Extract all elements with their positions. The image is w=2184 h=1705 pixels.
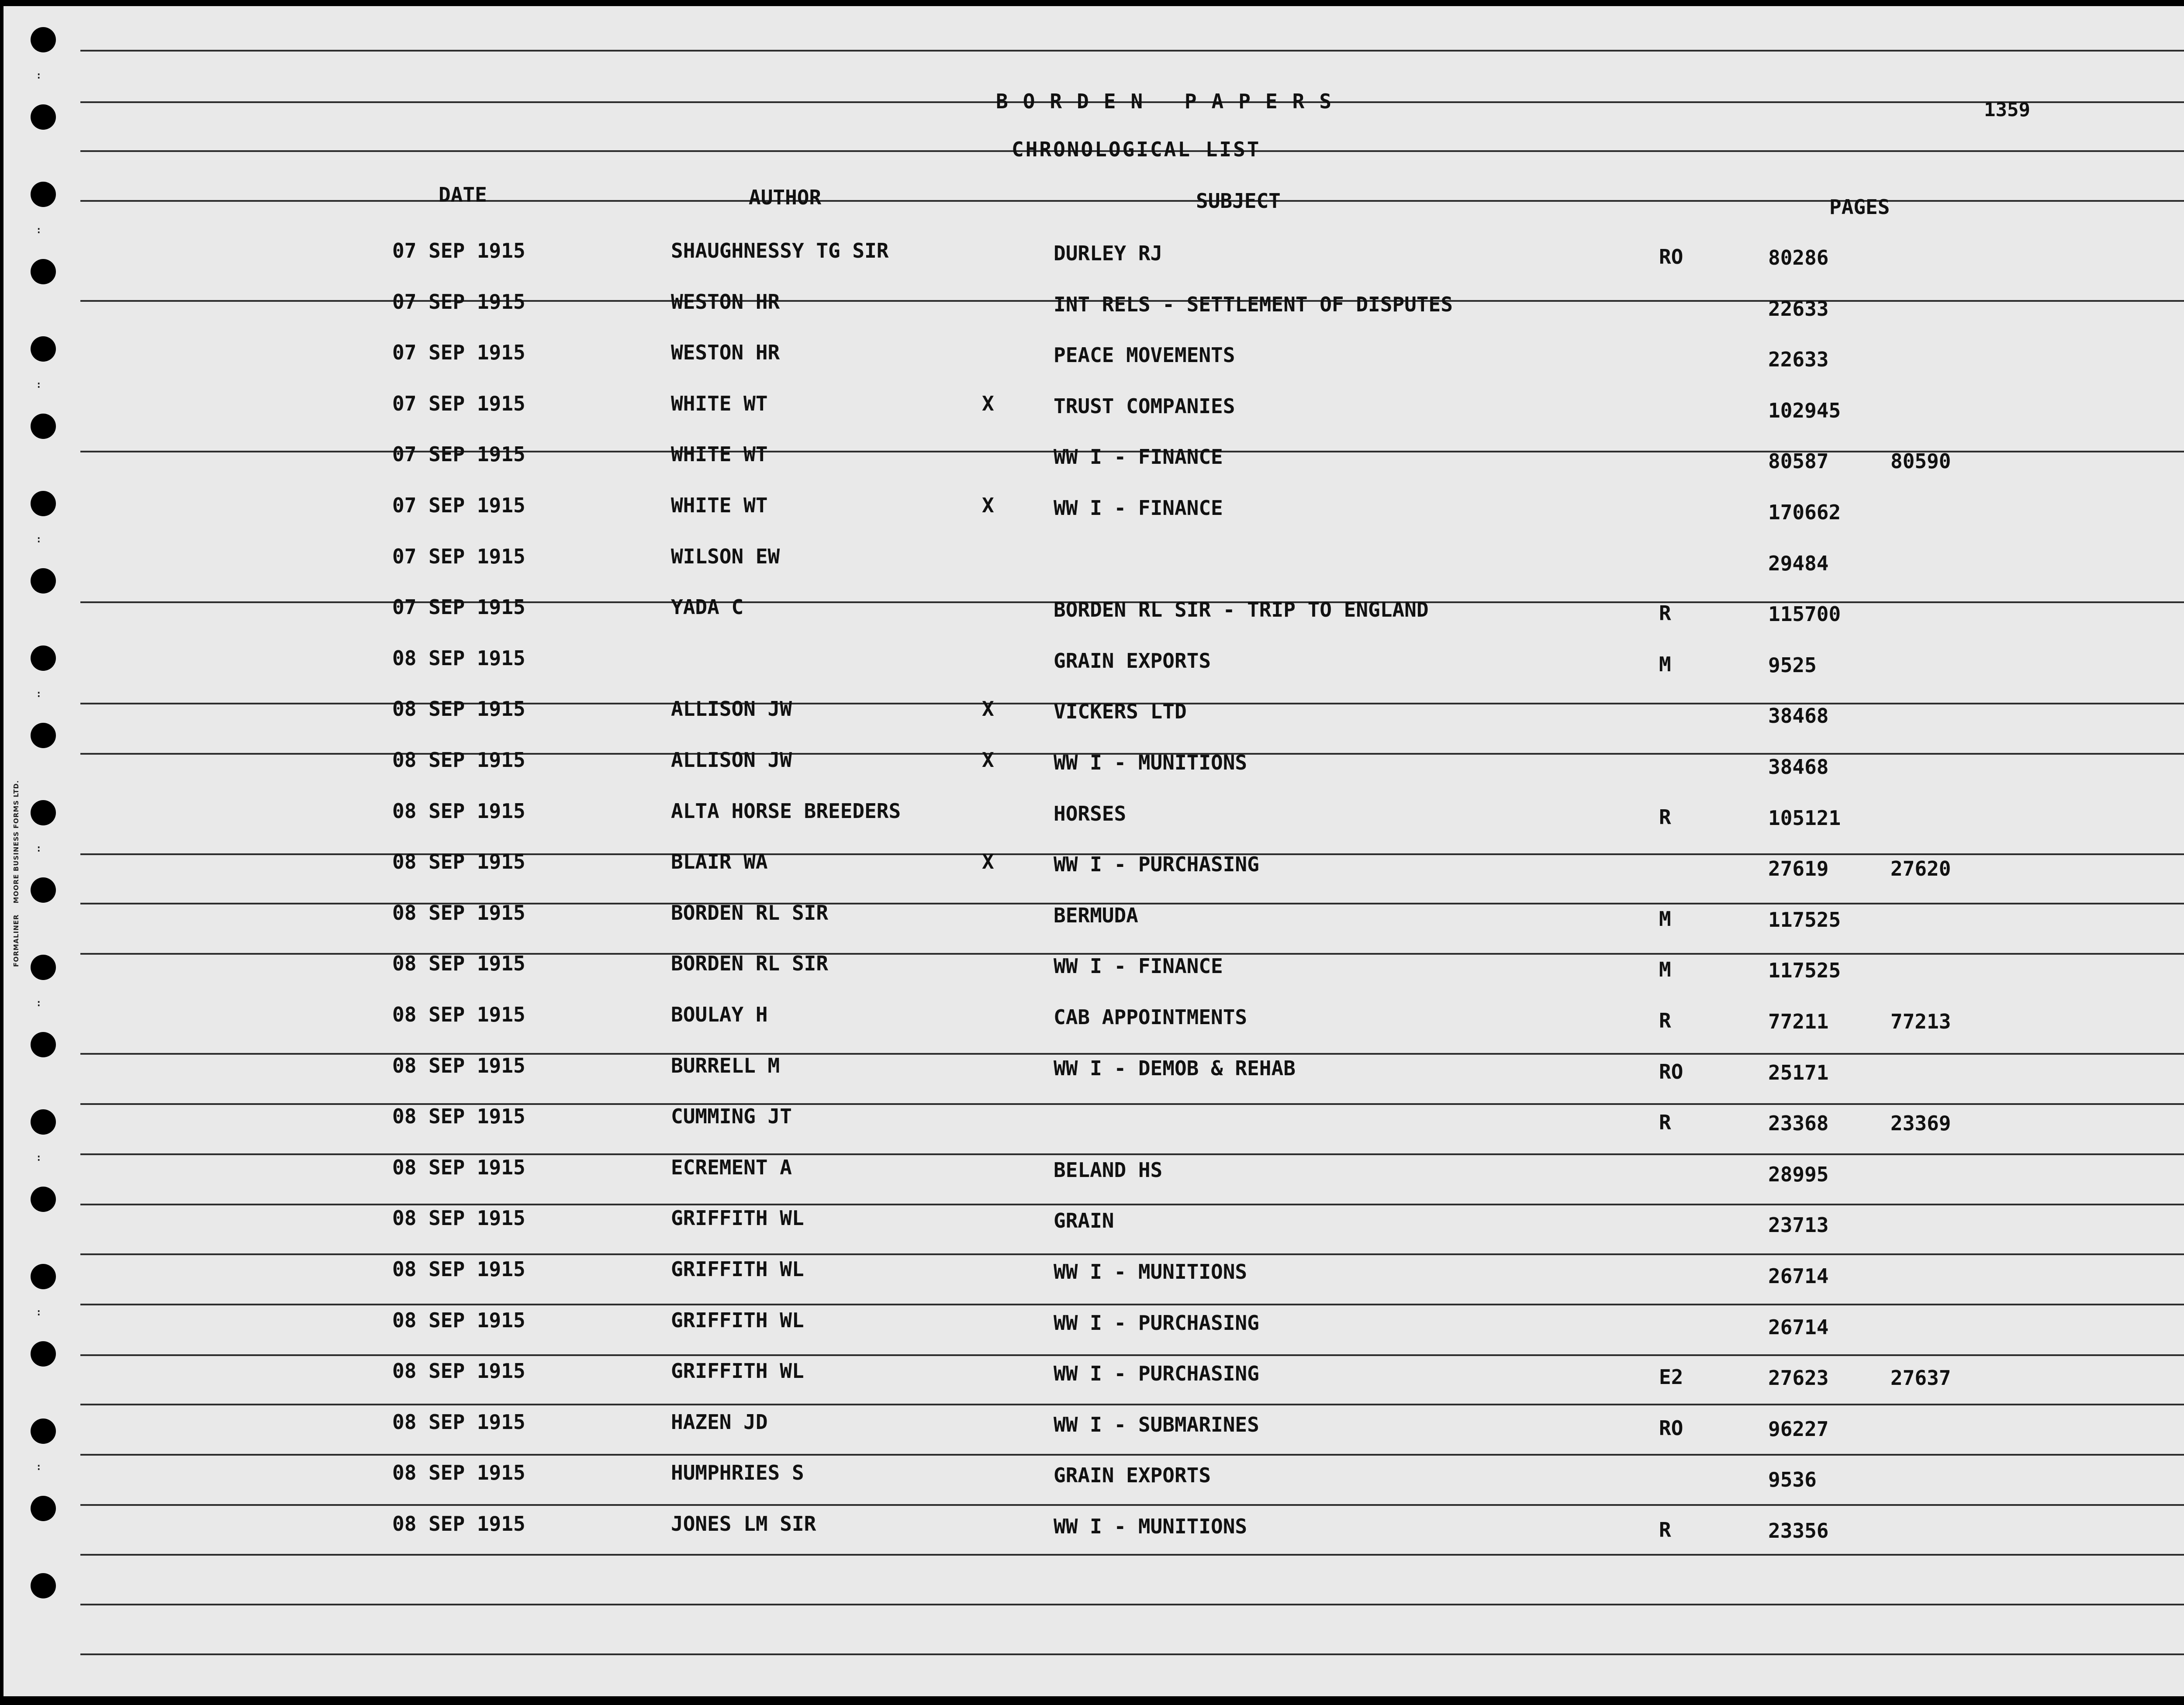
row-page-1: 80587 <box>1768 449 1829 473</box>
row-page-1: 28995 <box>1768 1162 1829 1186</box>
row-page-1: 27623 <box>1768 1366 1829 1390</box>
row-author: GRIFFITH WL <box>671 1257 804 1281</box>
page-subtitle: CHRONOLOGICAL LIST <box>1012 138 1261 161</box>
row-date: 08 SEP 1915 <box>392 1206 525 1230</box>
ruled-line <box>80 1253 2184 1255</box>
row-subject: VICKERS LTD <box>1054 700 1187 724</box>
row-code: R <box>1659 1009 1671 1032</box>
row-date: 07 SEP 1915 <box>392 290 525 314</box>
row-subject: WW I - DEMOB & REHAB <box>1054 1056 1296 1080</box>
row-code: R <box>1659 1111 1671 1135</box>
feed-hole <box>31 645 56 671</box>
row-subject: WW I - MUNITIONS <box>1054 1515 1248 1538</box>
row-author: CUMMING JT <box>671 1104 792 1129</box>
row-date: 08 SEP 1915 <box>392 1308 525 1332</box>
row-date: 08 SEP 1915 <box>392 1359 525 1383</box>
row-date: 07 SEP 1915 <box>392 544 525 568</box>
ruled-line <box>80 1204 2184 1205</box>
margin-imprint: FORMALINER MOORE BUSINESS FORMS LTD. <box>12 780 20 967</box>
feed-hole <box>31 1419 56 1444</box>
column-header-date: DATE <box>439 183 487 207</box>
row-author: BLAIR WA <box>671 850 768 874</box>
row-page-1: 22633 <box>1768 348 1829 372</box>
row-date: 08 SEP 1915 <box>392 1104 525 1129</box>
row-author: ALLISON JW <box>671 697 792 721</box>
perforation-mark: ∶ <box>36 71 42 82</box>
feed-hole <box>31 1496 56 1521</box>
row-subject: GRAIN <box>1054 1209 1114 1233</box>
row-author: GRIFFITH WL <box>671 1359 804 1383</box>
row-code: M <box>1659 652 1671 676</box>
row-flag: X <box>982 697 994 721</box>
feed-hole <box>31 259 56 284</box>
feed-hole <box>31 104 56 130</box>
row-subject: WW I - FINANCE <box>1054 445 1223 469</box>
row-author: ALTA HORSE BREEDERS <box>671 799 901 823</box>
column-header-author: AUTHOR <box>749 186 822 209</box>
row-author: WESTON HR <box>671 290 780 314</box>
row-subject: GRAIN EXPORTS <box>1054 649 1211 673</box>
perforation-mark: ∶ <box>36 380 42 391</box>
feed-hole <box>31 414 56 439</box>
feed-hole <box>31 1187 56 1212</box>
row-page-1: 117525 <box>1768 959 1841 983</box>
row-subject: WW I - MUNITIONS <box>1054 1260 1248 1284</box>
row-subject: GRAIN EXPORTS <box>1054 1463 1211 1488</box>
perforation-mark: ∶ <box>36 1153 42 1164</box>
row-code: M <box>1659 907 1671 931</box>
row-page-1: 80286 <box>1768 246 1829 269</box>
page-title: BORDEN PAPERS <box>996 90 1347 113</box>
row-page-1: 23713 <box>1768 1213 1829 1237</box>
ruled-line <box>80 1304 2184 1305</box>
perforation-mark: ∶ <box>36 998 42 1009</box>
row-date: 08 SEP 1915 <box>392 850 525 874</box>
perforation-mark: ∶ <box>36 1462 42 1473</box>
row-page-1: 23368 <box>1768 1111 1829 1136</box>
continuous-form-sheet <box>3 6 2184 1696</box>
row-page-1: 170662 <box>1768 500 1841 524</box>
ruled-line <box>80 1604 2184 1605</box>
row-subject: TRUST COMPANIES <box>1054 394 1235 418</box>
ruled-line <box>80 1554 2184 1556</box>
row-date: 08 SEP 1915 <box>392 901 525 925</box>
row-code: M <box>1659 958 1671 982</box>
row-date: 08 SEP 1915 <box>392 1512 525 1536</box>
feed-hole <box>31 800 56 825</box>
feed-hole <box>31 1341 56 1367</box>
row-page-1: 26714 <box>1768 1315 1829 1339</box>
row-page-1: 105121 <box>1768 806 1841 830</box>
row-subject: WW I - FINANCE <box>1054 954 1223 978</box>
row-page-1: 26714 <box>1768 1264 1829 1288</box>
row-author: WILSON EW <box>671 544 780 568</box>
row-subject: INT RELS - SETTLEMENT OF DISPUTES <box>1054 292 1453 316</box>
row-author: WESTON HR <box>671 341 780 365</box>
row-author: HAZEN JD <box>671 1410 768 1434</box>
row-date: 08 SEP 1915 <box>392 1257 525 1281</box>
row-code: RO <box>1659 1416 1683 1440</box>
row-date: 08 SEP 1915 <box>392 1410 525 1434</box>
row-date: 08 SEP 1915 <box>392 1053 525 1077</box>
row-author: ECREMENT A <box>671 1155 792 1179</box>
row-date: 08 SEP 1915 <box>392 748 525 772</box>
row-subject: BORDEN RL SIR - TRIP TO ENGLAND <box>1054 598 1429 622</box>
row-flag: X <box>982 748 994 772</box>
row-author: GRIFFITH WL <box>671 1206 804 1230</box>
row-author: BURRELL M <box>671 1053 780 1077</box>
row-page-1: 9536 <box>1768 1468 1817 1492</box>
row-date: 07 SEP 1915 <box>392 442 525 466</box>
row-subject: WW I - PURCHASING <box>1054 1311 1259 1335</box>
row-subject: DURLEY RJ <box>1054 242 1163 265</box>
row-page-1: 117525 <box>1768 908 1841 932</box>
feed-hole <box>31 1264 56 1289</box>
row-date: 07 SEP 1915 <box>392 239 525 262</box>
row-subject: WW I - MUNITIONS <box>1054 751 1248 774</box>
page-number: 1359 <box>1984 99 2030 121</box>
ruled-line <box>80 1454 2184 1456</box>
row-subject: CAB APPOINTMENTS <box>1054 1005 1248 1029</box>
row-code: RO <box>1659 1060 1683 1084</box>
column-header-subject: SUBJECT <box>1196 189 1281 213</box>
row-code: E2 <box>1659 1365 1683 1389</box>
feed-hole <box>31 877 56 903</box>
row-page-1: 23356 <box>1768 1519 1829 1543</box>
feed-hole <box>31 568 56 594</box>
row-page-2: 27637 <box>1890 1366 1951 1390</box>
row-author: GRIFFITH WL <box>671 1308 804 1332</box>
row-subject: BELAND HS <box>1054 1158 1163 1182</box>
row-date: 07 SEP 1915 <box>392 494 525 517</box>
feed-hole <box>31 1032 56 1057</box>
feed-hole <box>31 1109 56 1135</box>
row-page-2: 23369 <box>1890 1111 1951 1136</box>
row-page-1: 102945 <box>1768 398 1841 422</box>
row-flag: X <box>982 850 994 874</box>
row-date: 07 SEP 1915 <box>392 391 525 415</box>
feed-hole <box>31 491 56 516</box>
row-page-1: 38468 <box>1768 755 1829 779</box>
row-code: R <box>1659 1518 1671 1542</box>
row-code: R <box>1659 805 1671 829</box>
row-author: BORDEN RL SIR <box>671 901 829 925</box>
ruled-line <box>80 1354 2184 1356</box>
row-page-1: 77211 <box>1768 1010 1829 1033</box>
row-flag: X <box>982 391 994 415</box>
row-page-1: 25171 <box>1768 1060 1829 1084</box>
row-date: 08 SEP 1915 <box>392 646 525 670</box>
ruled-line <box>80 1404 2184 1405</box>
row-author: WHITE WT <box>671 442 768 466</box>
row-subject: WW I - FINANCE <box>1054 496 1223 520</box>
row-date: 08 SEP 1915 <box>392 1461 525 1485</box>
perforation-mark: ∶ <box>36 844 42 855</box>
perforation-mark: ∶ <box>36 689 42 700</box>
feed-hole <box>31 723 56 748</box>
row-page-2: 80590 <box>1890 449 1951 473</box>
row-page-1: 115700 <box>1768 602 1841 626</box>
row-page-2: 27620 <box>1890 857 1951 881</box>
row-page-2: 77213 <box>1890 1010 1951 1033</box>
row-subject: HORSES <box>1054 801 1127 825</box>
row-flag: X <box>982 494 994 517</box>
row-subject: WW I - PURCHASING <box>1054 1362 1259 1386</box>
row-date: 08 SEP 1915 <box>392 952 525 976</box>
feed-hole <box>31 27 56 52</box>
perforation-mark: ∶ <box>36 535 42 545</box>
column-header-pages: PAGES <box>1829 195 1890 219</box>
row-date: 07 SEP 1915 <box>392 341 525 365</box>
row-date: 07 SEP 1915 <box>392 595 525 619</box>
row-date: 08 SEP 1915 <box>392 1003 525 1026</box>
row-subject: PEACE MOVEMENTS <box>1054 343 1235 367</box>
row-author: WHITE WT <box>671 494 768 517</box>
feed-hole <box>31 1573 56 1598</box>
ruled-line <box>80 1653 2184 1655</box>
feed-hole <box>31 182 56 207</box>
row-author: YADA C <box>671 595 744 619</box>
row-subject: BERMUDA <box>1054 903 1138 927</box>
row-page-1: 38468 <box>1768 704 1829 728</box>
row-subject: WW I - PURCHASING <box>1054 852 1259 877</box>
row-author: SHAUGHNESSY TG SIR <box>671 239 889 262</box>
perforation-mark: ∶ <box>36 1308 42 1318</box>
row-date: 08 SEP 1915 <box>392 1155 525 1179</box>
row-code: R <box>1659 601 1671 625</box>
ruled-line <box>80 50 2184 52</box>
row-author: JONES LM SIR <box>671 1512 816 1536</box>
row-author: BORDEN RL SIR <box>671 952 829 976</box>
row-author: HUMPHRIES S <box>671 1461 804 1485</box>
perforation-mark: ∶ <box>36 225 42 236</box>
feed-hole <box>31 336 56 362</box>
row-date: 08 SEP 1915 <box>392 799 525 823</box>
row-page-1: 9525 <box>1768 653 1817 677</box>
feed-hole <box>31 955 56 980</box>
row-page-1: 27619 <box>1768 857 1829 881</box>
row-author: WHITE WT <box>671 391 768 415</box>
row-page-1: 29484 <box>1768 551 1829 575</box>
row-author: BOULAY H <box>671 1003 768 1026</box>
row-subject: WW I - SUBMARINES <box>1054 1412 1259 1436</box>
row-author: ALLISON JW <box>671 748 792 772</box>
row-page-1: 96227 <box>1768 1417 1829 1441</box>
row-date: 08 SEP 1915 <box>392 697 525 721</box>
row-code: RO <box>1659 245 1683 269</box>
row-page-1: 22633 <box>1768 297 1829 321</box>
ruled-line <box>80 1504 2184 1506</box>
